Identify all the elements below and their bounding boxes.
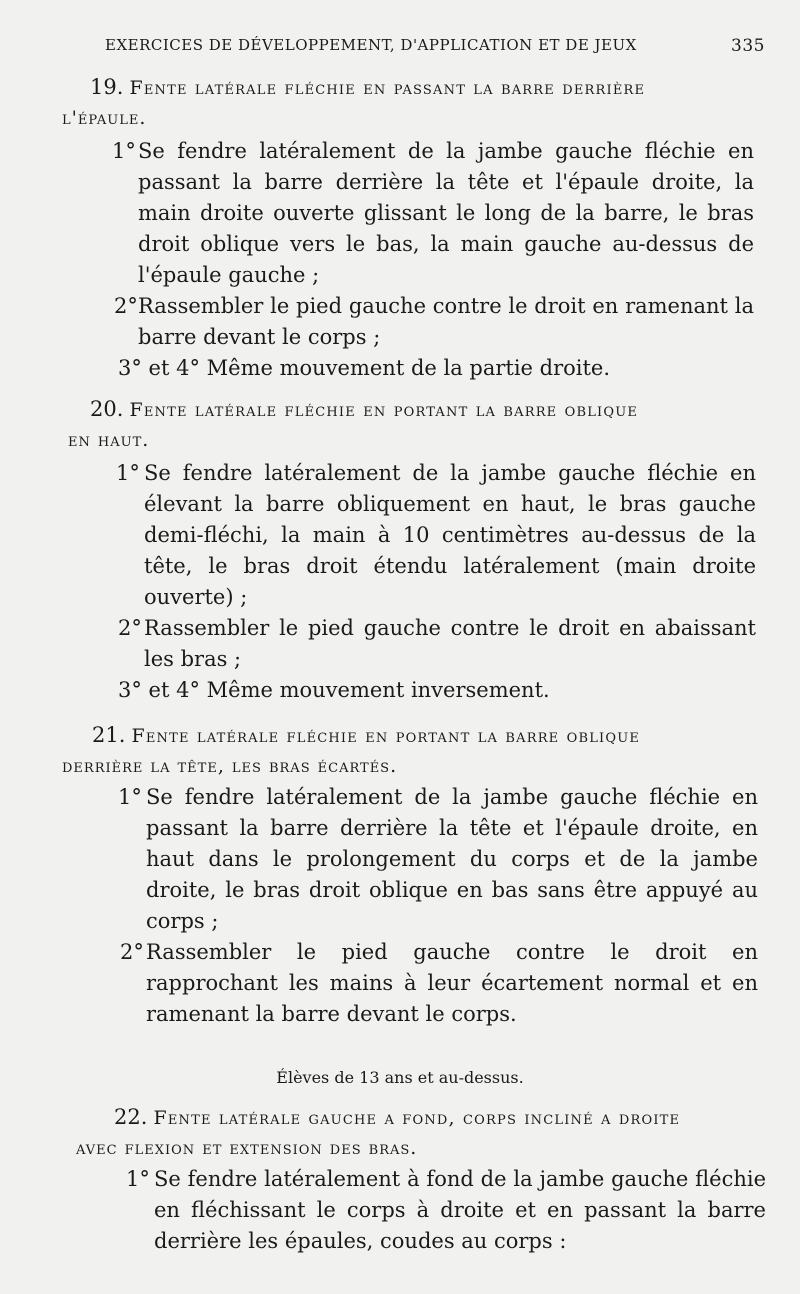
exercise-number: 21. xyxy=(92,723,126,747)
step xyxy=(120,937,758,1030)
step-marker: 1° xyxy=(116,461,140,485)
exercise-heading xyxy=(76,1102,764,1163)
step-text: Même mouvement de la partie droite. xyxy=(206,356,611,380)
step-marker: 2° xyxy=(114,294,138,318)
step xyxy=(58,353,754,384)
step-marker: 2° xyxy=(118,616,142,640)
step-marker: 1° xyxy=(118,785,142,809)
exercise-19 xyxy=(0,72,800,380)
exercise-heading xyxy=(68,394,752,455)
exercise-number: 20. xyxy=(90,397,124,421)
step-text: Rassembler le pied gauche contre le droit en rapprochant les mains à leur écartement normal et en ramenant la barre devant le corps. xyxy=(146,940,758,1026)
age-group-subheading: Élèves de 13 ans et au-dessus. xyxy=(276,1068,524,1087)
step-marker: 3° et 4° xyxy=(118,678,200,702)
step-text: Se fendre latéralement de la jambe gauche fléchie en passant la barre derrière la tête et l'épaule droite, la main droite ouverte glissant le long de la barre, le bras droit oblique vers le bas, la main gauche au-dessus de l'épaule gauche ; xyxy=(138,139,754,287)
exercise-title: Fente latérale fléchie en passant la barre derrière xyxy=(129,77,646,99)
exercise-20 xyxy=(0,394,800,702)
exercise-number: 19. xyxy=(90,75,124,99)
exercise-title-continued: avec flexion et extension des bras. xyxy=(76,1137,418,1159)
exercise-heading xyxy=(62,72,752,133)
step-marker: 1° xyxy=(126,1167,150,1191)
exercise-title: Fente latérale fléchie en portant la barre oblique xyxy=(131,725,641,747)
step xyxy=(116,458,756,613)
step-marker: 2° xyxy=(120,940,144,964)
step-text: Se fendre latéralement à fond de la jambe gauche fléchie en fléchissant le corps à droite et en passant la barre derrière les épaules, coudes au corps : xyxy=(154,1167,766,1253)
exercise-title-continued: l'épaule. xyxy=(62,107,147,129)
step-text: Rassembler le pied gauche contre le droit en ramenant la barre devant le corps ; xyxy=(138,294,754,349)
exercise-heading xyxy=(62,720,756,781)
running-header xyxy=(105,36,765,54)
step xyxy=(126,1164,766,1257)
step xyxy=(114,291,754,353)
step-text: Rassembler le pied gauche contre le droit en abaissant les bras ; xyxy=(144,616,756,671)
step-marker: 3° et 4° xyxy=(118,356,200,380)
step-text: Même mouvement inversement. xyxy=(206,678,550,702)
exercise-title-continued: derrière la tête, les bras écartés. xyxy=(62,755,398,777)
step xyxy=(118,613,756,675)
step-text: Se fendre latéralement de la jambe gauche fléchie en passant la barre derrière la tête et l'épaule droite, en haut dans le prolongement du corps et de la jambe droite, le bras droit oblique en bas sans être appuyé au corps ; xyxy=(146,785,758,933)
step-marker: 1° xyxy=(112,139,136,163)
exercise-title: Fente latérale gauche a fond, corps incliné a droite xyxy=(153,1107,681,1129)
step xyxy=(118,782,758,937)
header-title: EXERCICES DE DÉVELOPPEMENT, D'APPLICATION ET DE JEUX xyxy=(105,36,637,54)
exercise-number: 22. xyxy=(114,1105,148,1129)
exercise-22 xyxy=(0,1102,800,1253)
exercise-21 xyxy=(0,720,800,1026)
step xyxy=(112,136,754,291)
page-number: 335 xyxy=(731,36,765,56)
step xyxy=(118,675,756,706)
step-text: Se fendre latéralement de la jambe gauche fléchie en élevant la barre obliquement en haut, le bras gauche demi-fléchi, la main à 10 centimètres au-dessus de la tête, le bras droit étendu latéralement (main droite ouverte) ; xyxy=(144,461,756,609)
exercise-title: Fente latérale fléchie en portant la barre oblique xyxy=(129,399,639,421)
exercise-title-continued: en haut. xyxy=(68,429,150,451)
